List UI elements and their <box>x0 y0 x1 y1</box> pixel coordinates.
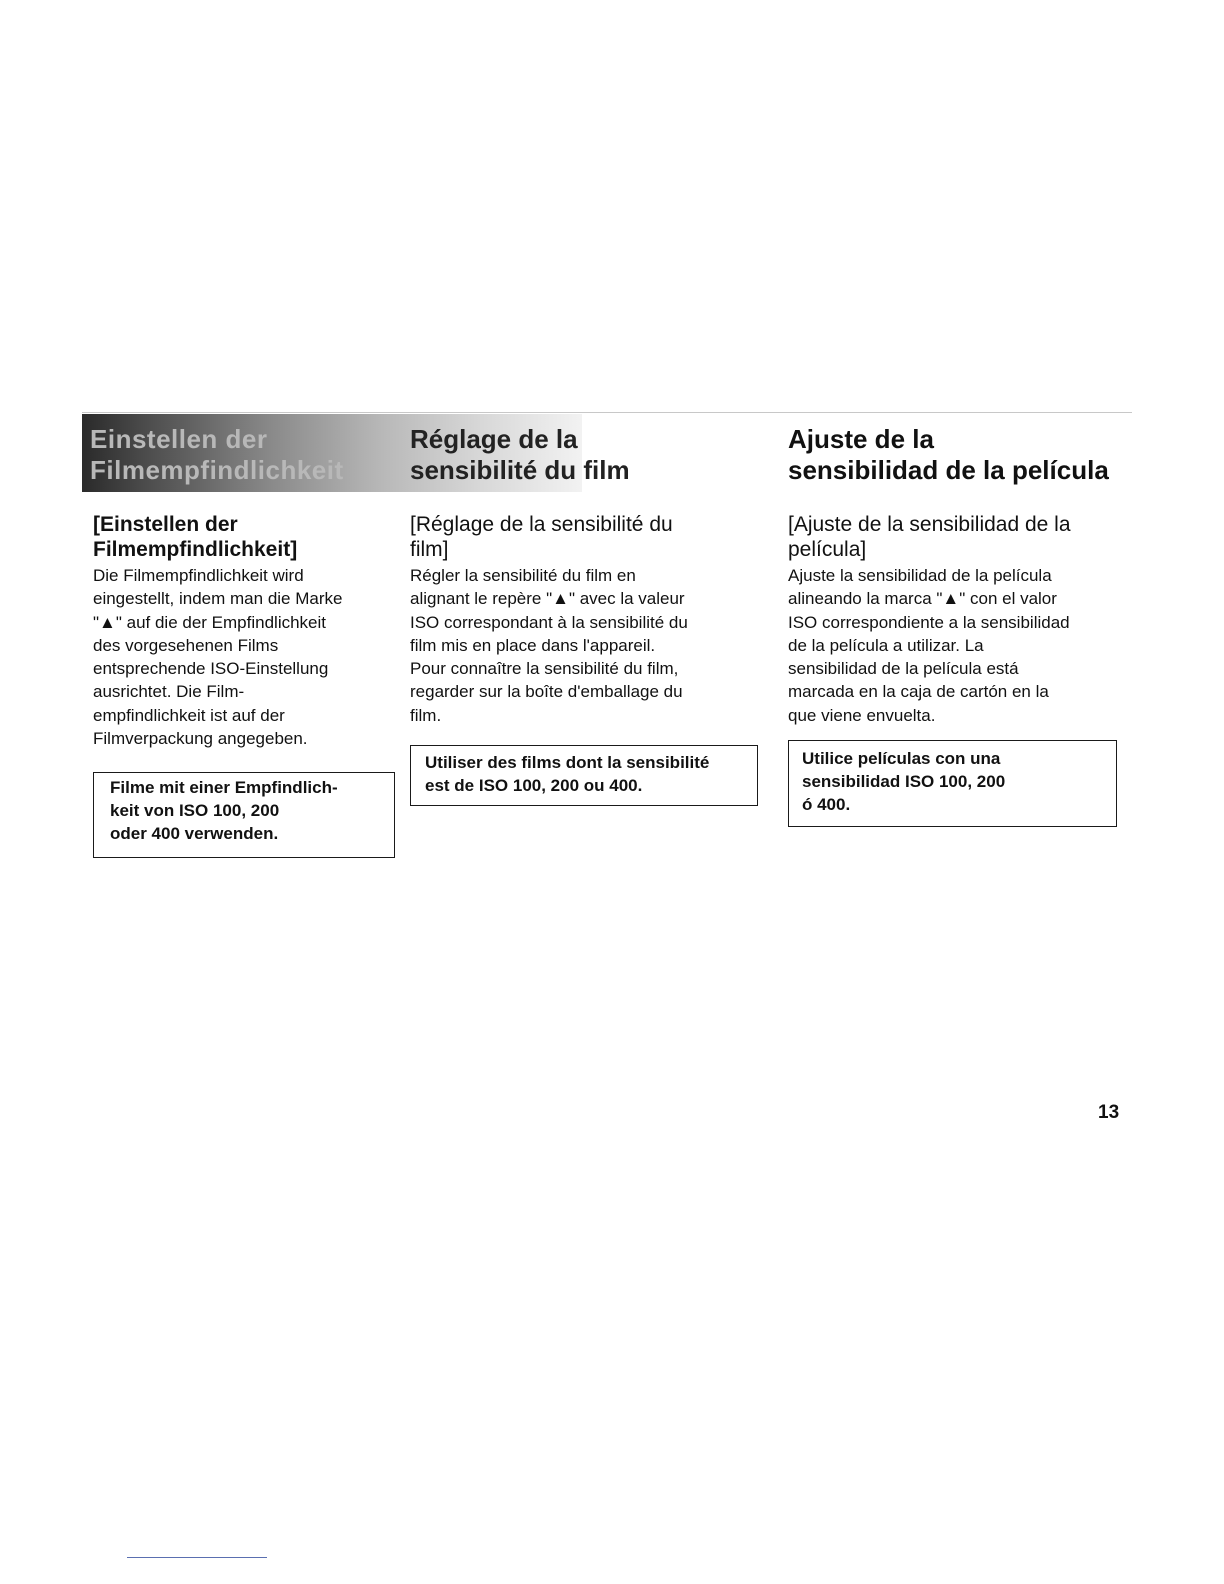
section-title-german-line1: Einstellen der <box>90 424 268 454</box>
body-line: empfindlichkeit ist auf der <box>93 705 285 725</box>
column-spanish <box>788 512 1133 727</box>
body-line: film. <box>410 705 442 725</box>
section-title-spanish-line2: sensibilidad de la película <box>788 455 1109 485</box>
body-line: sensibilidad de la película está <box>788 659 1019 679</box>
body-line: alineando la marca "▲" con el valor <box>788 589 1057 609</box>
body-line: des vorgesehenen Films <box>93 635 279 655</box>
note-box-french <box>410 745 758 806</box>
subtitle-line: Filmempfindlichkeit] <box>93 538 298 561</box>
subtitle-french <box>410 512 760 562</box>
note-line: ó 400. <box>802 795 851 814</box>
note-box-german <box>93 772 395 858</box>
subtitle-line: película] <box>788 538 867 561</box>
body-line: de la película a utilizar. La <box>788 635 984 655</box>
body-line: film mis en place dans l'appareil. <box>410 635 656 655</box>
body-line: regarder sur la boîte d'emballage du <box>410 682 683 702</box>
section-title-german-line2: Filmempfindlichkeit <box>90 455 344 485</box>
body-line: entsprechende ISO-Einstellung <box>93 659 329 679</box>
note-text-spanish <box>802 747 1116 816</box>
header-rule <box>82 412 1132 413</box>
section-title-french <box>410 424 630 486</box>
note-line: Filme mit einer Empfindlich- <box>110 778 338 797</box>
section-title-spanish <box>788 424 1109 486</box>
body-line: Filmverpackung angegeben. <box>93 729 308 749</box>
body-text-german <box>93 564 398 750</box>
note-line: Utiliser des films dont la sensibilité <box>425 753 710 772</box>
body-line: que viene envuelta. <box>788 705 936 725</box>
body-text-spanish <box>788 564 1133 727</box>
body-line: alignant le repère "▲" avec la valeur <box>410 589 685 609</box>
subtitle-german <box>93 512 398 562</box>
body-text-french <box>410 564 760 727</box>
body-line: marcada en la caja de cartón en la <box>788 682 1049 702</box>
note-box-spanish <box>788 740 1117 827</box>
body-line: Régler la sensibilité du film en <box>410 566 636 585</box>
note-line: est de ISO 100, 200 ou 400. <box>425 776 643 795</box>
body-line: Die Filmempfindlichkeit wird <box>93 566 304 585</box>
note-text-french <box>425 751 757 797</box>
subtitle-spanish <box>788 512 1133 562</box>
note-line: oder 400 verwenden. <box>110 824 279 843</box>
note-line: sensibilidad ISO 100, 200 <box>802 772 1006 791</box>
subtitle-line: [Ajuste de la sensibilidad de la <box>788 513 1071 536</box>
subtitle-line: [Réglage de la sensibilité du <box>410 513 673 536</box>
column-french <box>410 512 760 727</box>
section-title-german <box>90 424 344 486</box>
body-line: ISO correspondant à la sensibilité du <box>410 612 688 632</box>
body-line: ausrichtet. Die Film- <box>93 682 245 702</box>
note-line: keit von ISO 100, 200 <box>110 801 280 820</box>
note-text-german <box>110 776 394 845</box>
section-title-french-line1: Réglage de la <box>410 424 578 454</box>
column-german <box>93 512 398 750</box>
body-line: Ajuste la sensibilidad de la película <box>788 566 1052 585</box>
section-title-spanish-line1: Ajuste de la <box>788 424 934 454</box>
footer-rule <box>127 1557 267 1558</box>
body-line: ISO correspondiente a la sensibilidad <box>788 612 1070 632</box>
note-line: Utilice películas con una <box>802 749 1001 768</box>
section-title-french-line2: sensibilité du film <box>410 455 630 485</box>
body-line: eingestellt, indem man die Marke <box>93 589 343 609</box>
page-number: 13 <box>1098 1102 1120 1123</box>
body-line: Pour connaître la sensibilité du film, <box>410 659 679 679</box>
subtitle-line: film] <box>410 538 449 561</box>
body-line: "▲" auf die der Empfindlichkeit <box>93 612 327 632</box>
subtitle-line: [Einstellen der <box>93 513 238 536</box>
